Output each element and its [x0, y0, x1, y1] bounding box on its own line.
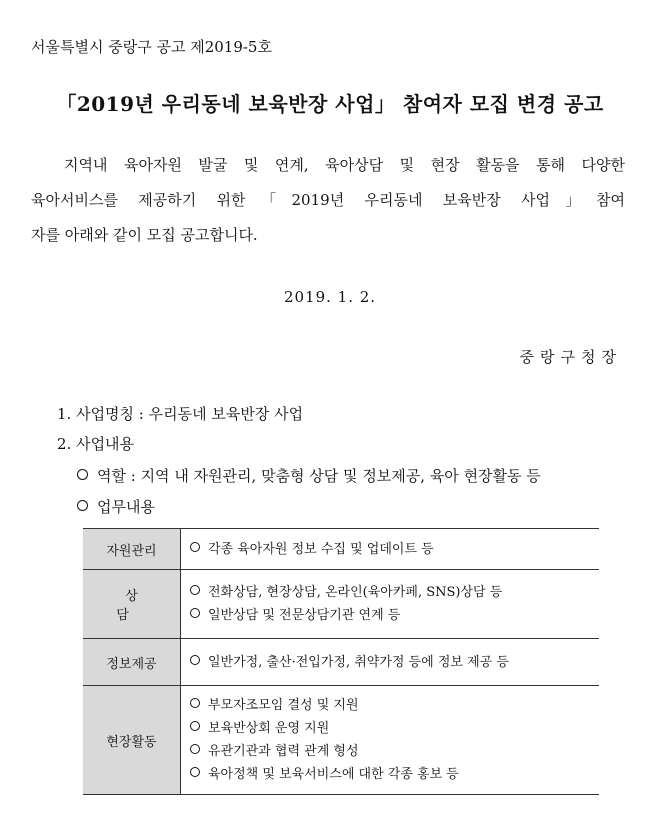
circle-bullet-icon — [190, 698, 200, 708]
circle-bullet-icon — [190, 608, 200, 618]
section-project-content: 2. 사업내용 — [57, 435, 135, 453]
table-row — [83, 639, 599, 686]
duty-category: 현장활동 — [83, 686, 181, 795]
duty-line-text: 일반상담 및 전문상담기관 연계 등 — [208, 608, 401, 623]
circle-bullet-icon — [190, 721, 200, 731]
duty-line — [190, 763, 599, 786]
duty-category: 정보제공 — [83, 639, 181, 686]
duty-line — [190, 651, 599, 674]
page-title: 「2019년 우리동네 보육반장 사업」 참여자 모집 변경 공고 — [56, 92, 604, 116]
issuer: 중랑구청장 — [519, 348, 622, 366]
duty-line-text: 각종 육아자원 정보 수집 및 업데이트 등 — [208, 541, 434, 557]
duty-line-text: 부모자조모임 결성 및 지원 — [208, 698, 359, 713]
intro-paragraph — [31, 148, 625, 253]
section-project-name: 1. 사업명칭 : 우리동네 보육반장 사업 — [57, 405, 304, 423]
intro-line: 지역내 육아자원 발굴 및 연계, 육아상담 및 현장 활동을 통해 다양한 — [64, 156, 625, 174]
notice-number: 서울특별시 중랑구 공고 제2019-5호 — [31, 38, 272, 56]
duties-heading-text: 업무내용 — [97, 498, 155, 516]
duty-line — [190, 717, 599, 740]
duty-line-text: 유관기관과 협력 관계 형성 — [208, 744, 359, 759]
duty-line — [190, 581, 599, 604]
circle-bullet-icon — [190, 767, 200, 777]
table-row — [83, 686, 599, 795]
duty-category — [83, 570, 181, 639]
duty-description — [181, 639, 600, 686]
circle-bullet-icon — [190, 655, 200, 665]
intro-line: 자를 아래와 같이 모집 공고합니다. — [31, 226, 258, 244]
role-text: 역할 : 지역 내 자원관리, 맞춤형 상담 및 정보제공, 육아 현장활동 등 — [97, 467, 541, 485]
duty-description — [181, 570, 600, 639]
circle-bullet-icon — [190, 585, 200, 595]
duties-table — [83, 528, 599, 795]
duty-line — [190, 740, 599, 763]
circle-bullet-icon — [77, 469, 88, 480]
duty-line — [190, 538, 599, 561]
duty-line-text: 보육반상회 운영 지원 — [208, 721, 330, 736]
circle-bullet-icon — [77, 500, 88, 511]
duty-line — [190, 694, 599, 717]
duty-line-text: 전화상담, 현장상담, 온라인(육아카페, SNS)상담 등 — [208, 585, 503, 600]
duty-category: 자원관리 — [83, 529, 181, 570]
circle-bullet-icon — [190, 542, 200, 552]
duties-heading — [77, 496, 155, 517]
role-item — [77, 465, 541, 486]
duty-description — [181, 686, 600, 795]
notice-date: 2019. 1. 2. — [283, 288, 377, 306]
table-row — [83, 570, 599, 639]
table-row — [83, 529, 599, 570]
duty-line-text: 일반가정, 출산·전입가정, 취약가정 등에 정보 제공 등 — [208, 654, 509, 670]
duty-description — [181, 529, 600, 570]
intro-line: 육아서비스를 제공하기 위한「2019년 우리동네 보육반장 사업」참여 — [31, 191, 625, 209]
duty-line — [190, 604, 599, 627]
duty-category-text: 상 담 — [116, 589, 156, 623]
circle-bullet-icon — [190, 744, 200, 754]
duty-line-text: 육아정책 및 보육서비스에 대한 각종 홍보 등 — [208, 767, 459, 782]
